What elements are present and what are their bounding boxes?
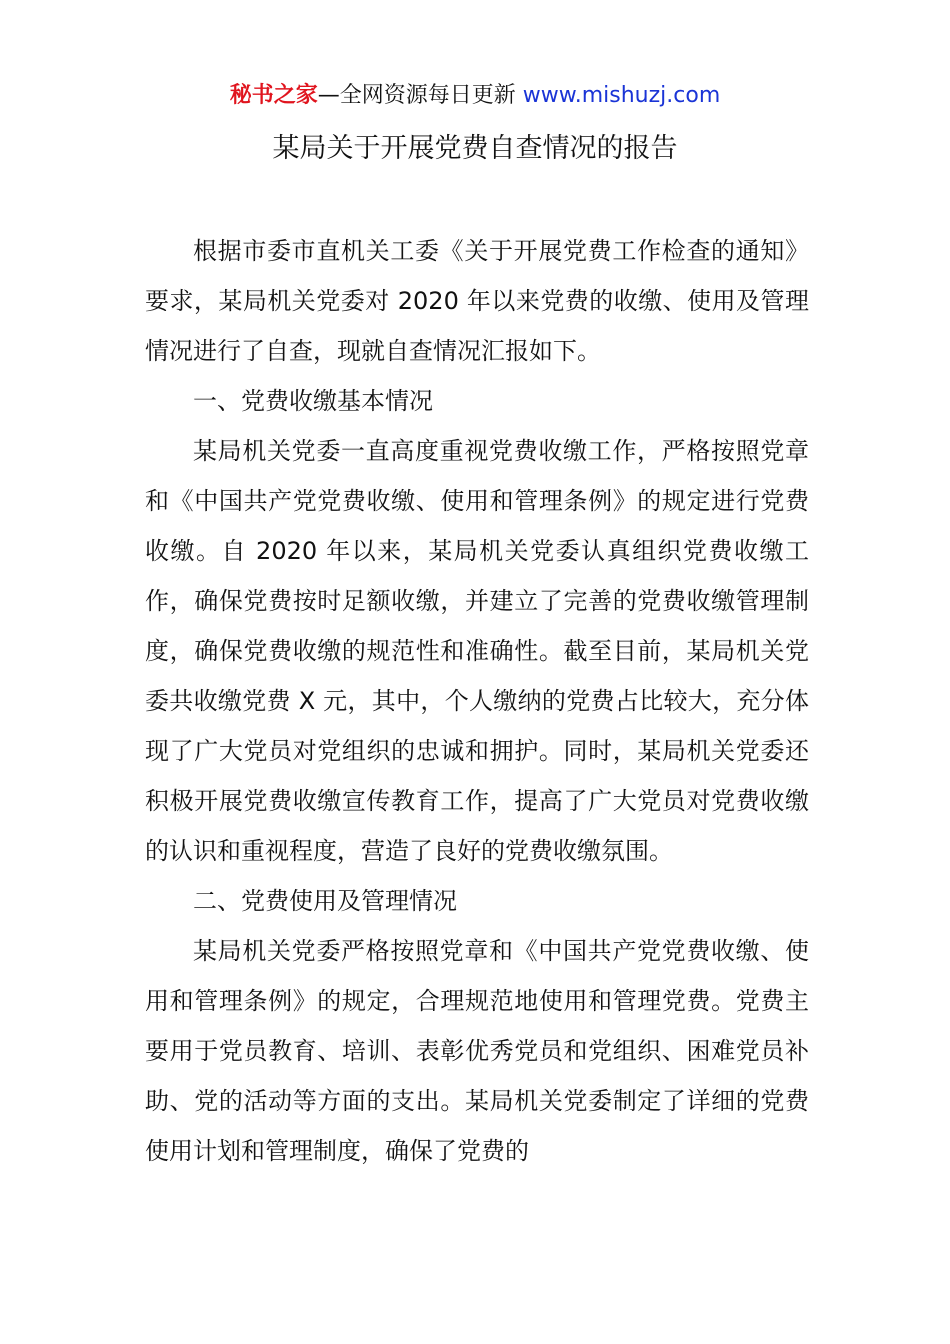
section-heading-2: 二、党费使用及管理情况 bbox=[193, 887, 457, 915]
brand-name: 秘书之家 bbox=[229, 83, 318, 108]
document-title: 某局关于开展党费自查情况的报告 bbox=[272, 133, 678, 164]
section-heading-1: 一、党费收缴基本情况 bbox=[193, 387, 433, 415]
document-body bbox=[145, 226, 809, 1176]
site-header bbox=[0, 80, 950, 112]
header-tagline: —全网资源每日更新 bbox=[317, 83, 523, 108]
paragraph-collection: 某局机关党委一直高度重视党费收缴工作，严格按照党章和《中国共产党党费收缴、使用和管理条例》的规定进行党费收缴。自 2020 年以来，某局机关党委认真组织党费收缴工作，确保党费按时足额收缴，并建立了完善的党费收缴管理制度，确保党费收缴的规范性和准确性。截至目前，某局机关党委共收缴党费 X 元，其中，个人缴纳的党费占比较大，充分体现了广大党员对党组织的忠诚和拥护。同时，某局机关党委还积极开展党费收缴宣传教育工作，提高了广大党员对党费收缴的认识和重视程度，营造了良好的党费收缴氛围。 bbox=[145, 437, 809, 865]
paragraph-intro: 根据市委市直机关工委《关于开展党费工作检查的通知》要求，某局机关党委对 2020 年以来党费的收缴、使用及管理情况进行了自查，现就自查情况汇报如下。 bbox=[145, 237, 809, 365]
paragraph-usage: 某局机关党委严格按照党章和《中国共产党党费收缴、使用和管理条例》的规定，合理规范地使用和管理党费。党费主要用于党员教育、培训、表彰优秀党员和党组织、困难党员补助、党的活动等方面的支出。某局机关党委制定了详细的党费使用计划和管理制度，确保了党费的 bbox=[145, 937, 809, 1165]
site-url: www.mishuzj.com bbox=[522, 83, 721, 108]
